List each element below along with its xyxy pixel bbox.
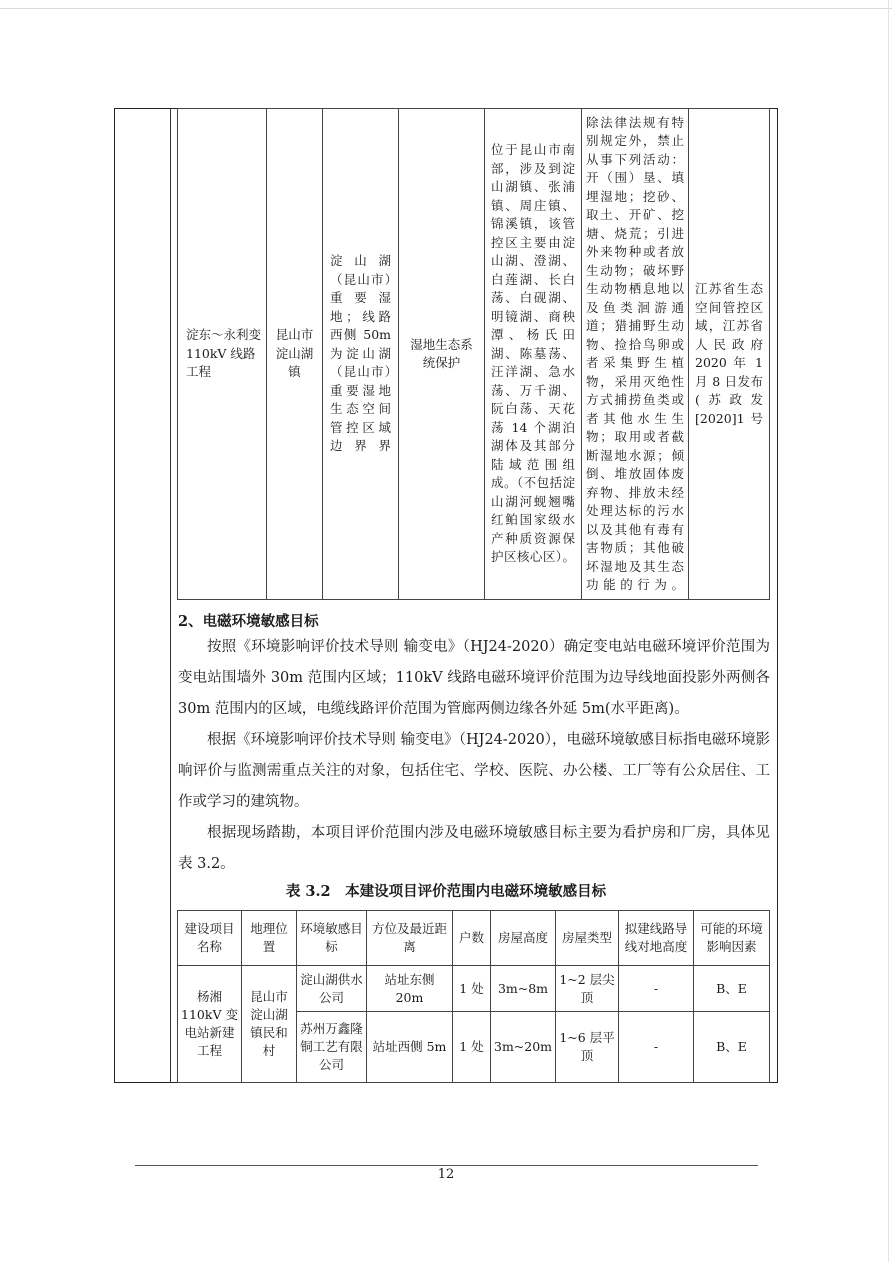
paragraph-scope: 按照《环境影响评价技术导则 输变电》（HJ24-2020）确定变电站电磁环境评价范围为变电站围墙外 30m 范围内区域；110kV 线路电磁环境评价范围为边导线地面投影外两侧各 30m 范围内的区域，电缆线路评价范围为管廊两侧边缘各外延 5m(水平距离)。 bbox=[178, 639, 770, 717]
type-cell: 1~2 层尖顶 bbox=[556, 966, 619, 1012]
factors-cell: B、E bbox=[694, 966, 770, 1012]
households-cell: 1 处 bbox=[453, 966, 491, 1012]
location-cell: 昆山市淀山湖镇民和村 bbox=[242, 966, 297, 1083]
households-cell: 1 处 bbox=[453, 1012, 491, 1083]
table-header-row bbox=[178, 911, 770, 966]
header-cell: 地理位置 bbox=[242, 911, 297, 966]
em-sensitive-targets-table bbox=[177, 910, 770, 1083]
page-number: 12 bbox=[437, 1167, 455, 1182]
frame-divider bbox=[170, 108, 171, 1083]
location-cell: 昆山市淀山湖镇 bbox=[267, 109, 323, 600]
project-cell: 淀东～永利变 110kV 线路工程 bbox=[178, 109, 267, 600]
height-cell: 3m~8m bbox=[491, 966, 556, 1012]
target-cell: 苏州万鑫隆铜工艺有限公司 bbox=[297, 1012, 367, 1083]
position-cell: 淀山湖（昆山市）重要湿地；线路西侧 50m 为淀山湖（昆山市）重要湿地生态空间管控区域边界界 bbox=[323, 109, 399, 600]
header-cell: 房屋类型 bbox=[556, 911, 619, 966]
header-cell: 户数 bbox=[453, 911, 491, 966]
line-height-cell: - bbox=[619, 1012, 694, 1083]
type-cell: 1~6 层平顶 bbox=[556, 1012, 619, 1083]
scope-cell: 位于昆山市南部，涉及到淀山湖镇、张浦镇、周庄镇、锦溪镇，该管控区主要由淀山湖、澄湖、白莲湖、长白荡、白砚湖、明镜湖、商秧潭、杨氏田湖、陈墓荡、汪洋湖、急水荡、万千湖、阮白荡、天花荡 14 个湖泊湖体及其部分陆域范围组成。（不包括淀山湖河蚬翘嘴红鲌国家级水产种质资源保护区核心区）。 bbox=[485, 109, 582, 600]
header-cell: 可能的环境影响因素 bbox=[694, 911, 770, 966]
paragraph-survey: 根据现场踏勘，本项目评价范围内涉及电磁环境敏感目标主要为看护房和厂房，具体见表 3.2。 bbox=[178, 825, 770, 872]
right-edge-rule bbox=[888, 0, 889, 1262]
measures-cell: 除法律法规有特别规定外，禁止从事下列活动：开（围）垦、填埋湿地；挖砂、取土、开矿、挖塘、烧荒；引进外来物种或者放生动物；破坏野生动物栖息地以及鱼类洄游通道；猎捕野生动物、捡拾鸟卵或者采集野生植物，采用灭绝性方式捕捞鱼类或者其他水生生物；取用或者截断湿地水源；倾倒、堆放固体废弃物、排放未经处理达标的污水以及其他有毒有害物质；其他破坏湿地及其生态功能的行为。 bbox=[582, 109, 689, 600]
direction-cell: 站址东侧 20m bbox=[367, 966, 453, 1012]
line-height-cell: - bbox=[619, 966, 694, 1012]
height-cell: 3m~20m bbox=[491, 1012, 556, 1083]
footer-rule bbox=[135, 1165, 758, 1166]
target-cell: 淀山湖供水公司 bbox=[297, 966, 367, 1012]
table-caption: 表 3.2 本建设项目评价范围内电磁环境敏感目标 bbox=[285, 883, 607, 900]
table-row bbox=[178, 109, 770, 600]
table-row bbox=[178, 966, 770, 1012]
header-cell: 环境敏感目标 bbox=[297, 911, 367, 966]
ecological-control-table bbox=[177, 108, 770, 600]
header-cell: 建设项目名称 bbox=[178, 911, 242, 966]
header-cell: 房屋高度 bbox=[491, 911, 556, 966]
header-cell: 拟建线路导线对地高度 bbox=[619, 911, 694, 966]
factors-cell: B、E bbox=[694, 1012, 770, 1083]
header-cell: 方位及最近距离 bbox=[367, 911, 453, 966]
top-rule bbox=[0, 8, 892, 9]
direction-cell: 站址西侧 5m bbox=[367, 1012, 453, 1083]
function-cell: 湿地生态系统保护 bbox=[399, 109, 485, 600]
basis-cell: 江苏省生态空间管控区域，江苏省人民政府 2020 年 1 月 8 日发布(苏政发[2020]1 号 bbox=[689, 109, 770, 600]
project-cell: 杨湘 110kV 变电站新建工程 bbox=[178, 966, 242, 1083]
paragraph-definition: 根据《环境影响评价技术导则 输变电》（HJ24-2020），电磁环境敏感目标指电磁环境影响评价与监测需重点关注的对象，包括住宅、学校、医院、办公楼、工厂等有公众居住、工作或学习的建筑物。 bbox=[178, 732, 770, 810]
section-title: 2、电磁环境敏感目标 bbox=[178, 613, 319, 630]
